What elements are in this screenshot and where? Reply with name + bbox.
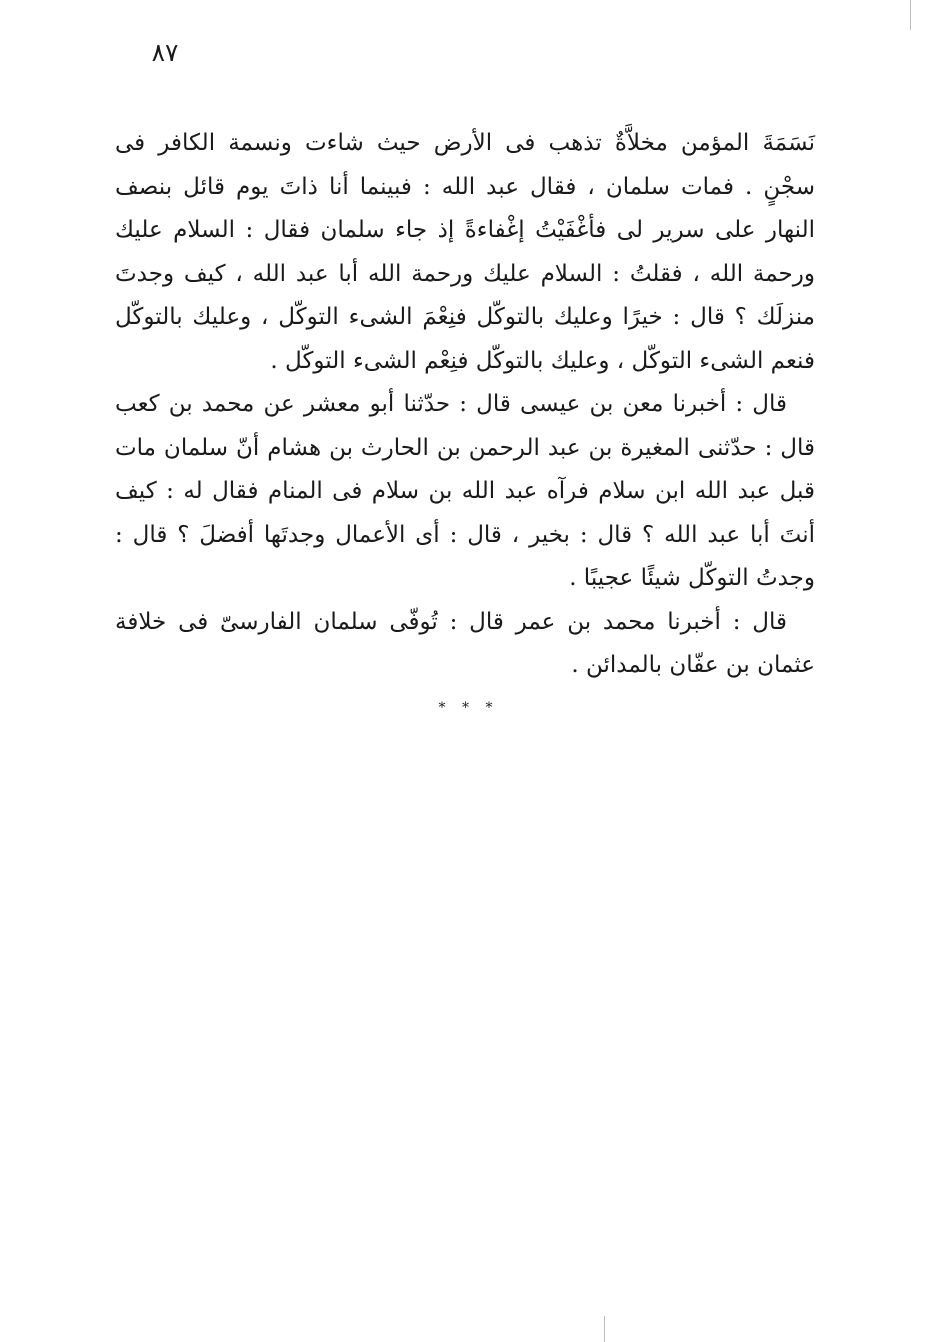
scan-edge-mark <box>604 1316 605 1342</box>
scan-edge-mark <box>910 0 911 30</box>
paragraph-3: قال : أخبرنا محمد بن عمر قال : تُوفّى سلمان الفارسىّ فى خلافة عثمان بن عفّان بالمدائن . <box>115 608 815 678</box>
paragraph-1: نَسَمَةَ المؤمن مخلاَّةٌ تذهب فى الأرض حيث شاءت ونسمة الكافر فى سجْنٍ . فمات سلمان ، فقال عبد الله : فبينما أنا ذاتَ يوم قائل بنصف النهار على سرير لى فأغْفَيْتُ إغْفاءةً إذ جاء سلمان فقال : السلام عليك ورحمة الله ، فقلتُ : السلام عليك ورحمة الله أبا عبد الله ، كيف وجدتَ منزلَك ؟ قال : خيرًا وعليك بالتوكّل فنِعْمَ الشىء التوكّل ، وعليك بالتوكّل فنعم الشىء التوكّل ، وعليك بالتوكّل فنِعْم الشىء التوكّل . <box>115 130 815 374</box>
page-number: ٨٧ <box>151 38 179 67</box>
body-text <box>115 122 815 688</box>
paragraph-2: قال : أخبرنا معن بن عيسى قال : حدّثنا أبو معشر عن محمد بن كعب قال : حدّثنى المغيرة بن عبد الرحمن بن الحارث بن هشام أنّ سلمان مات قبل عبد الله ابن سلام فرآه عبد الله بن سلام فى المنام فقال له : كيف أنتَ أبا عبد الله ؟ قال : بخير ، قال : أى الأعمال وجدتَها أفضلَ ؟ قال : وجدتُ التوكّل شيئًا عجيبًا . <box>115 391 815 591</box>
section-ornament: * * * <box>438 700 499 716</box>
